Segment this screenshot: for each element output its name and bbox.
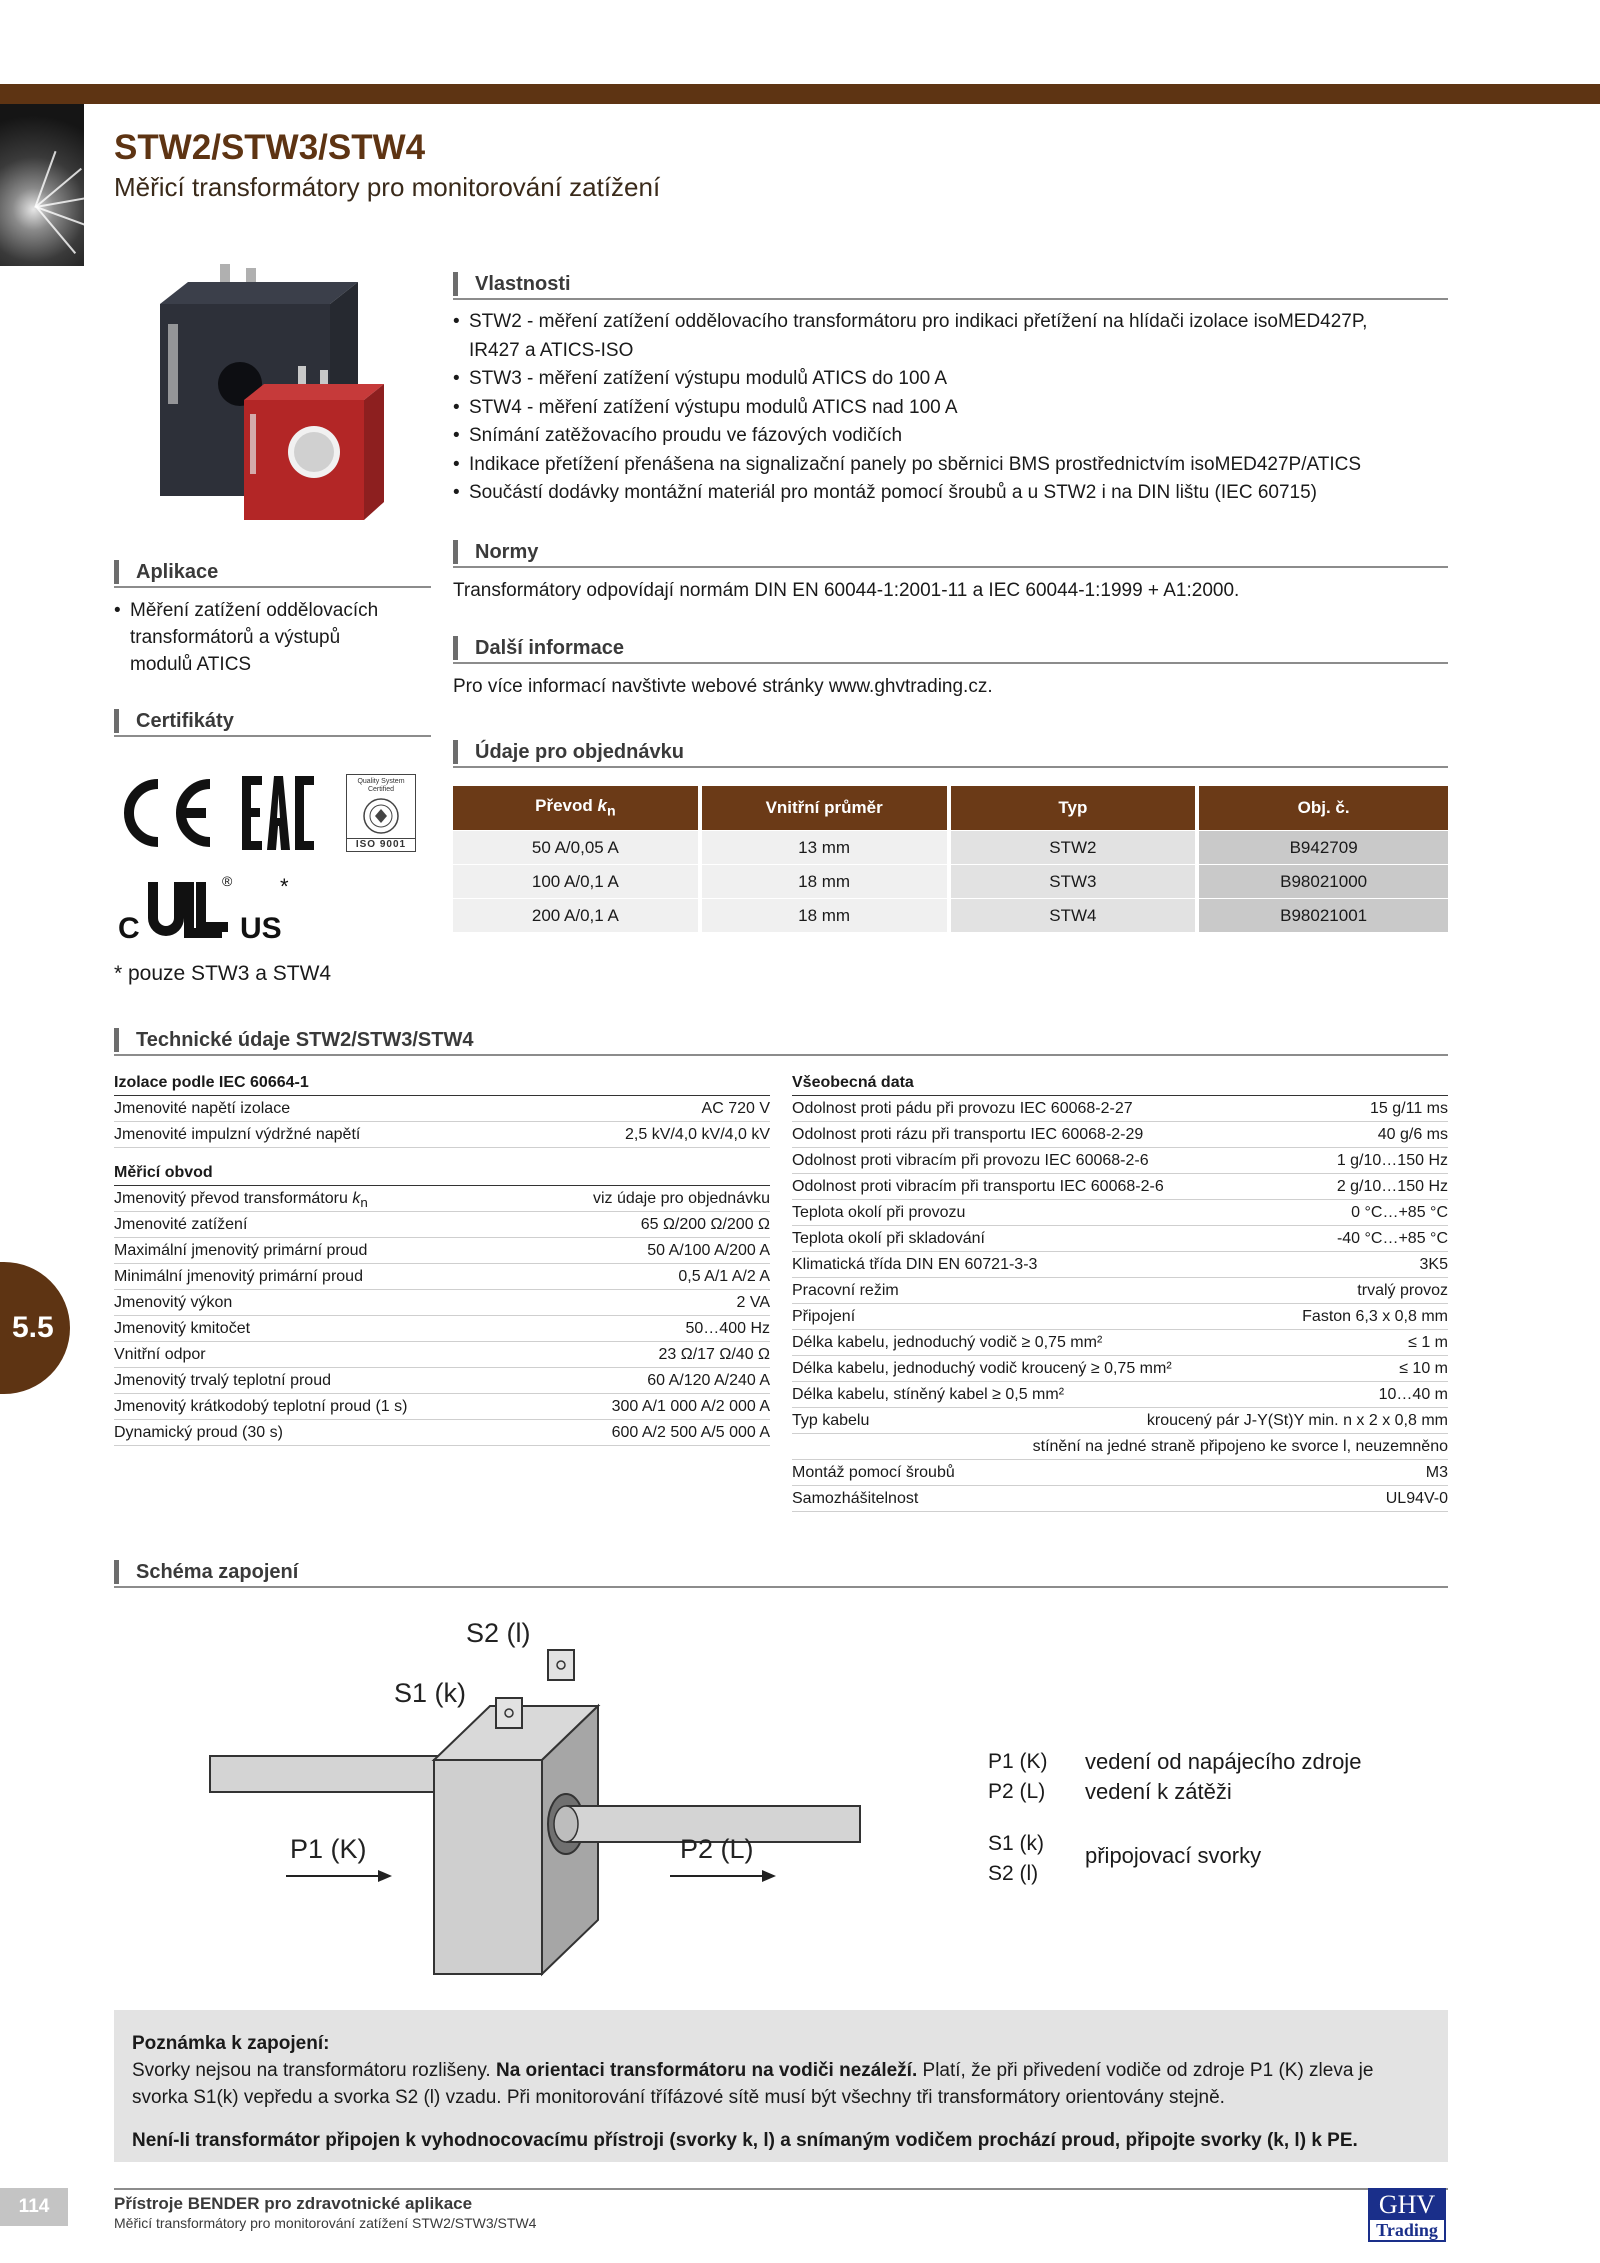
spec-row [114,1122,770,1148]
spec-value: 2 VA [736,1294,770,1311]
spec-value: ≤ 10 m [1399,1360,1448,1377]
table-cell: 18 mm [702,864,951,898]
order-table-header-row [453,786,1448,830]
top-color-bar [0,84,1600,104]
legend-key-s1: S1 (k) [988,1832,1045,1855]
spec-value: 600 A/2 500 A/5 000 A [611,1424,770,1441]
spec-value: 0 °C…+85 °C [1351,1204,1448,1221]
spec-label: Odolnost proti rázu při transportu IEC 60068-2-29 [792,1126,1144,1143]
spec-label: Jmenovité impulzní výdržné napětí [114,1126,361,1143]
spec-row [792,1252,1448,1278]
spec-label: Délka kabelu, jednoduchý vodič ≥ 0,75 mm² [792,1334,1103,1351]
section-order-heading: Údaje pro objednávku [453,740,1448,768]
spec-row [114,1290,770,1316]
list-item: • Indikace přetížení přenášena na signalizační panely po sběrnici BMS prostřednictvím isoMED427P/ATICS [453,451,1448,480]
spec-row [114,1394,770,1420]
legend-key-p1: P1 (K) [988,1750,1048,1773]
tech-right-column [792,1070,1448,1512]
ul-registered-mark: ® [222,873,233,889]
table-row [453,898,1448,932]
spec-value: 300 A/1 000 A/2 000 A [611,1398,770,1415]
spec-label: Jmenovitý výkon [114,1294,233,1311]
note-paragraph-1: Svorky nejsou na transformátoru rozlišeny. Na orientaci transformátoru na vodiči nezáleží. Platí, že při přivedení vodiče od zdroje P1 (K) zleva je svorka S1(k) vepředu a svorka S2 (l) vzadu. Při monitorování třífázové sítě musí být všechny tři transformátory orientovány stejně. [132,2060,1374,2108]
spec-label: Délka kabelu, jednoduchý vodič kroucený ≥ 0,75 mm² [792,1360,1172,1377]
spec-row [114,1420,770,1446]
page-subtitle: Měřicí transformátory pro monitorování zatížení [114,172,661,202]
spec-row [792,1304,1448,1330]
spec-row [114,1238,770,1264]
spec-value: 23 Ω/17 Ω/40 Ω [658,1346,770,1363]
list-item: • STW2 - měření zatížení oddělovacího transformátoru pro indikaci přetížení na hlídači izolace isoMED427P, [453,308,1448,337]
footer-divider [114,2188,1448,2190]
table-cell: STW2 [951,830,1200,864]
wiring-diagram [200,1620,1020,1990]
label-p1: P1 (K) [290,1834,367,1864]
spec-value: ≤ 1 m [1408,1334,1448,1351]
table-cell: 50 A/0,05 A [453,830,702,864]
spec-label: Minimální jmenovitý primární proud [114,1268,363,1285]
spec-value: 2 g/10…150 Hz [1336,1178,1448,1195]
spec-value: 1 g/10…150 Hz [1336,1152,1448,1169]
normy-text: Transformátory odpovídají normám DIN EN 60044-1:2001-11 a IEC 60044-1:1999 + A1:2000. [453,580,1240,601]
spec-label: Pracovní režim [792,1282,899,1299]
table-cell: B98021001 [1199,898,1448,932]
spec-row [792,1382,1448,1408]
spec-row-continuation [792,1434,1448,1460]
table-cell: 100 A/0,1 A [453,864,702,898]
logo-top-text: GHV [1370,2190,1444,2220]
terminal-s1-icon [496,1698,522,1728]
spec-row [792,1356,1448,1382]
spec-value: AC 720 V [701,1100,770,1117]
label-p2: P2 (L) [680,1834,754,1864]
spec-label: Dynamický proud (30 s) [114,1424,283,1441]
spec-row [792,1148,1448,1174]
spec-row [114,1316,770,1342]
table-row [453,830,1448,864]
list-item: • Snímání zatěžovacího proudu ve fázových vodičích [453,422,1448,451]
spec-label: Vnitřní odpor [114,1346,206,1363]
spec-value: 3K5 [1419,1256,1448,1273]
spec-label: Odolnost proti vibracím při transportu IEC 60068-2-6 [792,1178,1164,1195]
product-photo [148,264,398,526]
spec-row [114,1368,770,1394]
spec-value: 2,5 kV/4,0 kV/4,0 kV [625,1126,770,1143]
list-item: • STW4 - měření zatížení výstupu modulů ATICS nad 100 A [453,394,1448,423]
label-s2: S2 (l) [466,1620,531,1648]
eac-mark [240,774,316,852]
spec-group-title: Všeobecná data [792,1070,1448,1096]
section-dalsi-heading: Další informace [453,636,1448,664]
spec-label: Teplota okolí při provozu [792,1204,966,1221]
order-col-prevod: Převod $k_n$ [453,786,702,830]
spec-row [792,1096,1448,1122]
spec-row [792,1408,1448,1434]
ul-asterisk: * [280,874,289,899]
footer-title: Přístroje BENDER pro zdravotnické aplikace [114,2194,473,2213]
spec-row [792,1174,1448,1200]
legend-value-s: připojovací svorky [1085,1843,1262,1868]
spec-value: 15 g/11 ms [1370,1100,1448,1117]
tech-left-column [114,1070,770,1446]
spec-value: 50…400 Hz [685,1320,770,1337]
section-vlastnosti-heading: Vlastnosti [453,272,1448,300]
spec-row [114,1342,770,1368]
legend-value-p1: vedení od napájecího zdroje [1085,1749,1362,1774]
spec-label: Jmenovitý převod transformátoru $k_n$ [114,1190,368,1211]
ul-c-label: C [118,912,140,945]
spec-value: 0,5 A/1 A/2 A [678,1268,770,1285]
order-col-typ: Typ [951,786,1200,830]
list-item: • Měření zatížení oddělovacích [114,597,431,624]
spec-label: Jmenovitý kmitočet [114,1320,251,1337]
spec-value: 40 g/6 ms [1377,1126,1448,1143]
spec-value: -40 °C…+85 °C [1336,1230,1448,1247]
spec-value: stínění na jedné straně připojeno ke svorce l, neuzemněno [1032,1438,1448,1455]
dalsi-text: Pro více informací navštivte webové stránky www.ghvtrading.cz. [453,676,993,697]
page-number: 114 [0,2188,68,2226]
table-cell: STW4 [951,898,1200,932]
iso-seal-icon [361,796,401,836]
note-title: Poznámka k zapojení: [132,2033,330,2054]
order-col-prumer: Vnitřní průměr [702,786,951,830]
spec-label: Maximální jmenovitý primární proud [114,1242,368,1259]
connection-note [114,2010,1448,2162]
list-item: modulů ATICS [130,654,252,675]
corner-photo [0,104,84,266]
spec-row [114,1096,770,1122]
spec-label: Odolnost proti vibracím při provozu IEC 60068-2-6 [792,1152,1149,1169]
spec-row [792,1226,1448,1252]
chapter-tab: 5.5 [0,1262,70,1394]
spec-label: Jmenovité napětí izolace [114,1100,291,1117]
list-item: transformátorů a výstupů [130,627,341,648]
spec-label: Jmenovitý krátkodobý teplotní proud (1 s) [114,1398,408,1415]
legend-value-p2: vedení k zátěži [1085,1779,1232,1804]
spec-value: UL94V-0 [1385,1490,1448,1507]
ce-mark [116,776,216,850]
spec-label: Jmenovitý trvalý teplotní proud [114,1372,331,1389]
table-cell: STW3 [951,864,1200,898]
spec-value: kroucený pár J-Y(St)Y min. n x 2 x 0,8 mm [1146,1412,1448,1429]
spec-row [792,1486,1448,1512]
table-cell: B942709 [1199,830,1448,864]
section-certifikaty-heading: Certifikáty [114,709,431,737]
iso-badge-top-text: Quality System Certified [357,778,405,793]
table-cell: 18 mm [702,898,951,932]
spec-value: viz údaje pro objednávku [592,1190,770,1207]
transformer-front [434,1760,542,1974]
terminal-s2-icon [548,1650,574,1680]
ul-us-label: US [240,912,282,945]
spec-row [792,1330,1448,1356]
spec-row [792,1278,1448,1304]
spec-row [114,1212,770,1238]
list-item: IR427 a ATICS-ISO [469,339,634,361]
spec-row [114,1264,770,1290]
table-cell: 13 mm [702,830,951,864]
spec-label: Odolnost proti pádu při provozu IEC 60068-2-27 [792,1100,1133,1117]
spec-row [792,1122,1448,1148]
spec-value: 65 Ω/200 Ω/200 Ω [640,1216,770,1233]
spec-value: 60 A/120 A/240 A [647,1372,770,1389]
table-row [453,864,1448,898]
ghv-trading-logo [1368,2188,1446,2242]
spec-label: Samozhášitelnost [792,1490,919,1507]
footer-subtitle: Měřicí transformátory pro monitorování zatížení STW2/STW3/STW4 [114,2215,537,2231]
aplikace-list [114,597,431,678]
spec-label: Délka kabelu, stíněný kabel ≥ 0,5 mm² [792,1386,1065,1403]
spec-label: Typ kabelu [792,1412,870,1429]
page-title: STW2/STW3/STW4 [114,128,426,167]
spec-value: M3 [1425,1464,1448,1481]
section-aplikace-heading: Aplikace [114,560,431,588]
vlastnosti-list [453,308,1448,508]
iso-badge-bottom-text: ISO 9001 [347,838,415,851]
section-normy-heading: Normy [453,540,1448,568]
spec-label: Montáž pomocí šroubů [792,1464,955,1481]
spec-row [792,1200,1448,1226]
table-cell: 200 A/0,1 A [453,898,702,932]
spec-label: Připojení [792,1308,856,1325]
legend-key-p2: P2 (L) [988,1780,1046,1803]
section-tech-heading: Technické údaje STW2/STW3/STW4 [114,1028,1448,1056]
order-table [453,786,1448,932]
label-s1: S1 (k) [394,1678,467,1708]
spec-row [792,1460,1448,1486]
spec-label: Jmenovité zatížení [114,1216,248,1233]
section-schema-heading: Schéma zapojení [114,1560,1448,1588]
logo-bottom-text: Trading [1376,2220,1438,2240]
spec-row [114,1186,770,1212]
list-item: • STW3 - měření zatížení výstupu modulů ATICS do 100 A [453,365,1448,394]
spec-label: Klimatická třída DIN EN 60721-3-3 [792,1256,1038,1273]
spec-value: 50 A/100 A/200 A [647,1242,770,1259]
legend-key-s2: S2 (l) [988,1862,1039,1885]
spec-value: trvalý provoz [1357,1282,1448,1299]
spec-group-title: Izolace podle IEC 60664-1 [114,1070,770,1096]
spec-group-title: Měřicí obvod [114,1160,770,1186]
cert-footnote: * pouze STW3 a STW4 [114,962,332,985]
spec-value: 10…40 m [1378,1386,1448,1403]
spec-label: Teplota okolí při skladování [792,1230,985,1247]
list-item: • Součástí dodávky montážní materiál pro montáž pomocí šroubů a u STW2 i na DIN lištu (IEC 60715) [453,479,1448,508]
table-cell: B98021000 [1199,864,1448,898]
iso-certificate-badge [346,774,416,852]
order-col-obj: Obj. č. [1199,786,1448,830]
spec-value: Faston 6,3 x 0,8 mm [1302,1308,1448,1325]
note-paragraph-2: Není-li transformátor připojen k vyhodnocovacímu přístroji (svorky k, l) a snímaným vodičem prochází proud, připojte svorky (k, l) k PE. [132,2130,1358,2151]
conductor-left [210,1756,450,1792]
